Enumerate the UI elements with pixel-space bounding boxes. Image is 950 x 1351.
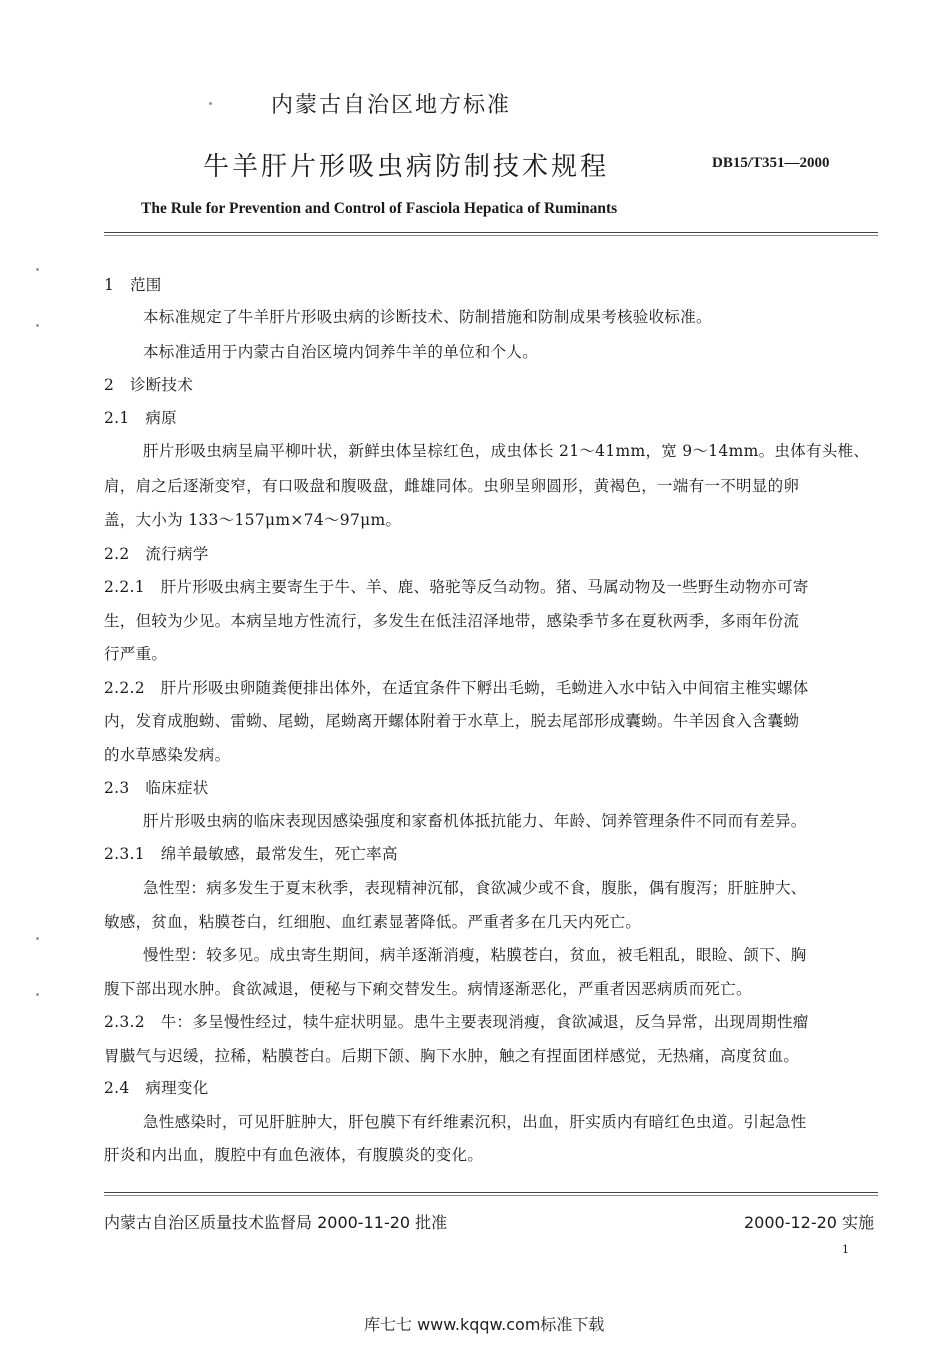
paragraph-line: 胃臌气与迟缓，拉稀，粘膜苍白。后期下颌、胸下水肿，触之有捏面团样感觉，无热痛，高度贫血。 [104,1047,800,1065]
approval-note: 内蒙古自治区质量技术监督局 2000-11-20 批准 [104,1213,448,1232]
paragraph-line: 盖，大小为 133～157μm×74～97μm。 [104,511,402,529]
scan-speck [209,102,212,105]
paragraph-line: 急性感染时，可见肝脏肿大，肝包膜下有纤维素沉积，出血，肝实质内有暗红色虫道。引起急性 [143,1113,807,1131]
implementation-date: 2000-12-20 实施 [744,1213,875,1232]
scan-speck [36,324,39,327]
subsection-heading: 2.4 病理变化 [104,1079,209,1097]
paragraph-line: 敏感，贫血，粘膜苍白，红细胞、血红素显著降低。严重者多在几天内死亡。 [104,913,642,931]
paragraph-line: 本标准适用于内蒙古自治区境内饲养牛羊的单位和个人。 [143,343,539,361]
header-divider [104,232,878,236]
paragraph-line: 行严重。 [104,645,168,663]
paragraph-line: 肝片形吸虫病的临床表现因感染强度和家畜机体抵抗能力、年龄、饲养管理条件不同而有差异。 [143,812,807,830]
section-heading: 2 诊断技术 [104,376,194,394]
english-title: The Rule for Prevention and Control of Fasciola Hepatica of Ruminants [141,200,618,217]
paragraph-line: 腹下部出现水肿。食欲减退，便秘与下痢交替发生。病情逐渐恶化，严重者因恶病质而死亡。 [104,980,752,998]
footer-divider [104,1192,878,1196]
paragraph-line: 2.2.1 肝片形吸虫病主要寄生于牛、羊、鹿、骆驼等反刍动物。猪、马属动物及一些野生动物亦可寄 [104,578,809,596]
scan-speck [36,268,39,271]
download-watermark: 库七七 www.kqqw.com标准下载 [364,1315,605,1334]
paragraph-line: 本标准规定了牛羊肝片形吸虫病的诊断技术、防制措施和防制成果考核验收标准。 [143,308,712,326]
subsection-heading: 2.3 临床症状 [104,779,209,797]
subsection-heading: 2.1 病原 [104,409,177,427]
paragraph-line: 肝片形吸虫病呈扁平柳叶状，新鲜虫体呈棕红色，成虫体长 21～41mm，宽 9～14mm。虫体有头椎、 [143,442,870,460]
scan-speck [36,993,39,996]
paragraph-line: 内，发育成胞蚴、雷蚴、尾蚴，尾蚴离开螺体附着于水草上，脱去尾部形成囊蚴。牛羊因食入含囊蚴 [104,712,800,730]
standard-type-heading: 内蒙古自治区地方标准 [271,93,512,118]
scan-speck [36,937,39,940]
paragraph-line: 肝炎和内出血，腹腔中有血色液体，有腹膜炎的变化。 [104,1146,484,1164]
paragraph-line: 肩，肩之后逐渐变窄，有口吸盘和腹吸盘，雌雄同体。虫卵呈卵圆形，黄褐色，一端有一不明显的卵 [104,477,800,495]
page-number: 1 [842,1243,849,1256]
standard-code: DB15/T351—2000 [712,155,830,171]
paragraph-line: 2.2.2 肝片形吸虫卵随粪便排出体外，在适宜条件下孵出毛蚴，毛蚴进入水中钻入中间宿主椎实螺体 [104,679,809,697]
paragraph-line: 急性型：病多发生于夏末秋季，表现精神沉郁，食欲减少或不食，腹胀，偶有腹泻；肝脏肿大、 [143,879,807,897]
subsection-heading: 2.3.1 绵羊最敏感，最常发生，死亡率高 [104,845,398,863]
document-title: 牛羊肝片形吸虫病防制技术规程 [203,152,610,182]
paragraph-line: 2.3.2 牛：多呈慢性经过，犊牛症状明显。患牛主要表现消瘦，食欲减退，反刍异常，出现周期性瘤 [104,1013,809,1031]
paragraph-line: 的水草感染发病。 [104,746,231,764]
paragraph-line: 生，但较为少见。本病呈地方性流行，多发生在低洼沼泽地带，感染季节多在夏秋两季，多雨年份流 [104,612,800,630]
subsection-heading: 2.2 流行病学 [104,545,209,563]
section-heading: 1 范围 [104,276,162,294]
paragraph-line: 慢性型：较多见。成虫寄生期间，病羊逐渐消瘦，粘膜苍白，贫血，被毛粗乱，眼睑、颌下、胸 [143,946,807,964]
